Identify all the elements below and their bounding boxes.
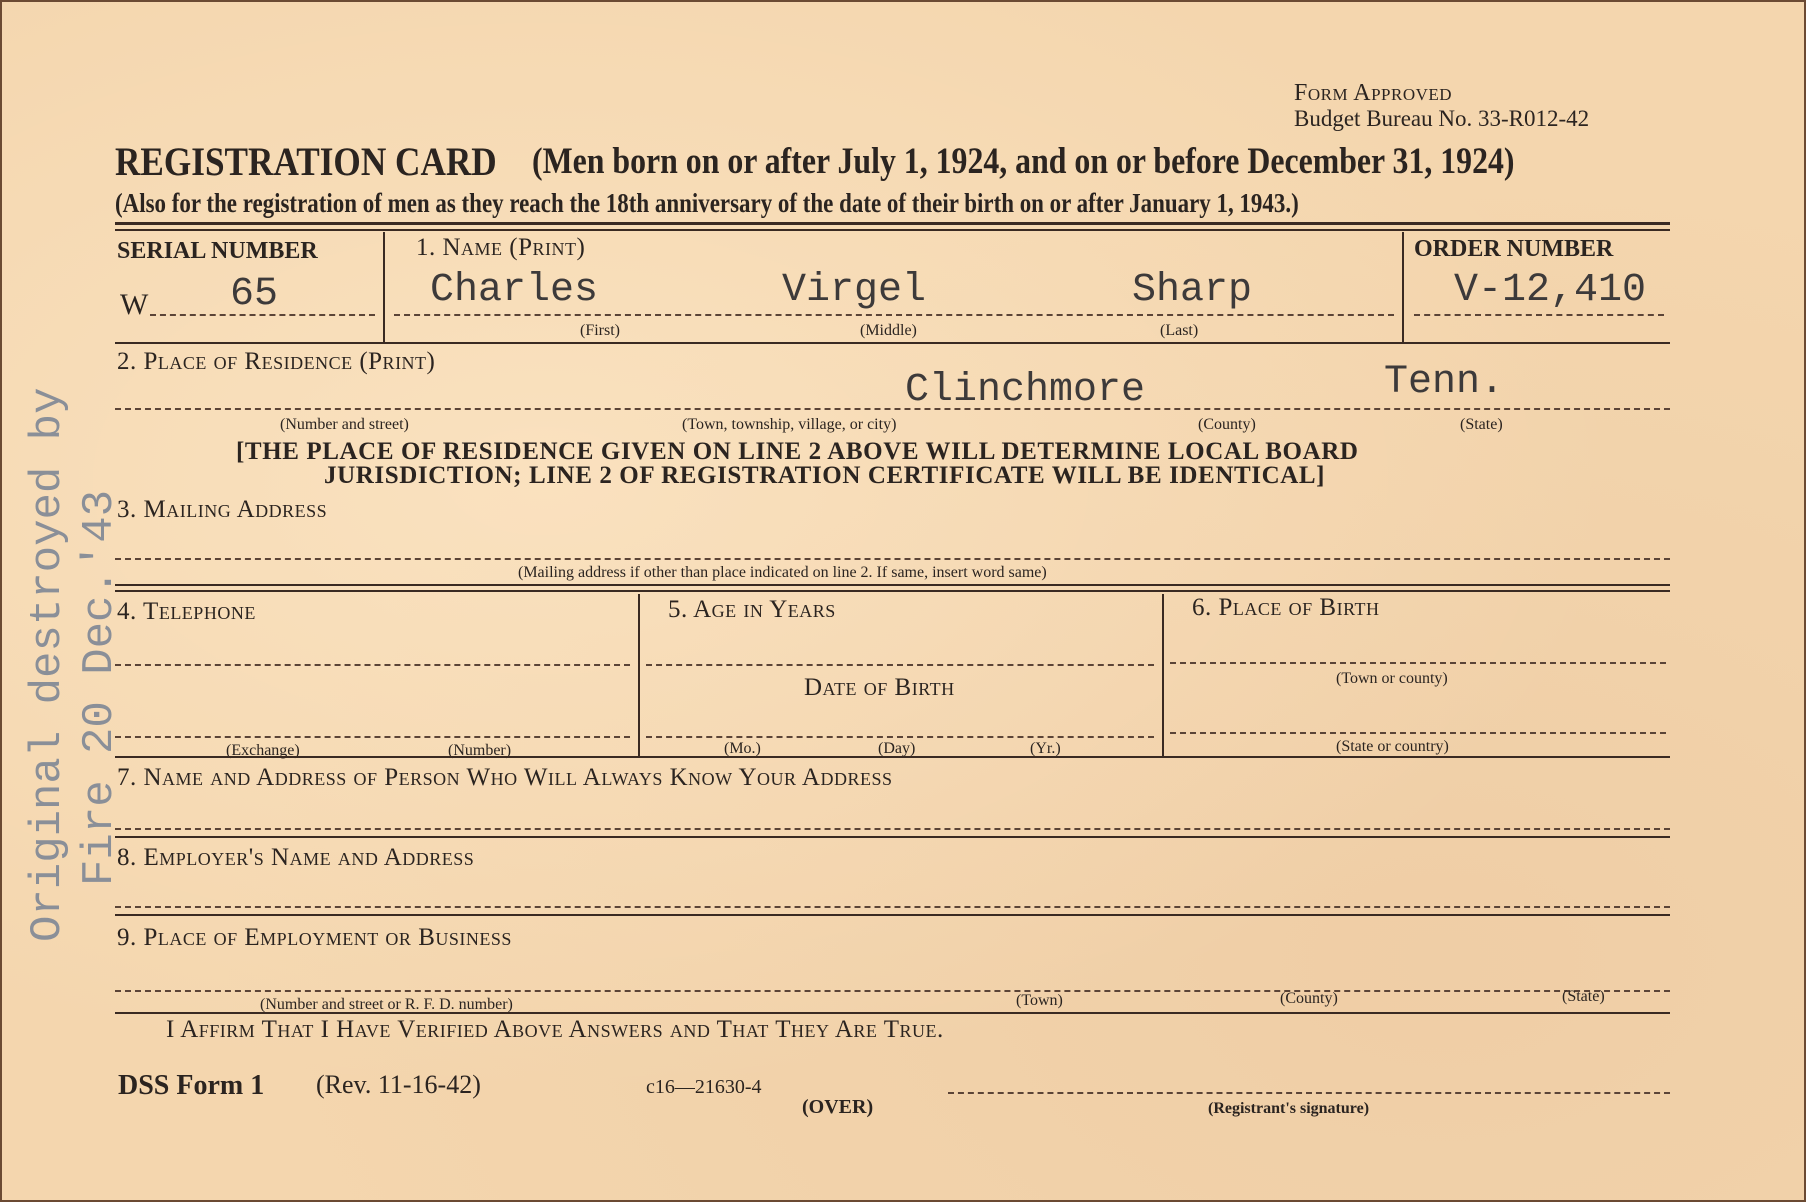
- first-label: (First): [580, 322, 620, 339]
- mailing-address-label: 3. Mailing Address: [117, 496, 328, 523]
- form-revision: (Rev. 11-16-42): [316, 1070, 481, 1099]
- telephone-line: [115, 664, 630, 666]
- town-label: (Town, township, village, or city): [682, 416, 897, 433]
- affirmation-text: I Affirm That I Have Verified Above Answers and That They Are True.: [166, 1016, 944, 1043]
- divider: [1402, 232, 1404, 344]
- name-label: 1. Name (Print): [416, 234, 586, 261]
- year-label: (Yr.): [1030, 740, 1061, 757]
- serial-number-value: 65: [230, 272, 279, 317]
- last-label: (Last): [1160, 322, 1199, 339]
- form-approved: Form Approved: [1294, 80, 1453, 106]
- serial-number-label: SERIAL NUMBER: [117, 238, 318, 264]
- residence-line: [115, 408, 1670, 410]
- birth-line: [1170, 662, 1666, 664]
- rule: [115, 584, 1670, 586]
- contact-person-label: 7. Name and Address of Person Who Will Always Know Your Address: [117, 764, 893, 791]
- contact-line: [115, 828, 1670, 830]
- employment-town-label: (Town): [1016, 992, 1063, 1009]
- age-label: 5. Age in Years: [668, 596, 836, 623]
- divider: [383, 232, 385, 344]
- employment-street-label: (Number and street or R. F. D. number): [260, 996, 513, 1013]
- month-label: (Mo.): [724, 740, 761, 757]
- employment-label: 9. Place of Employment or Business: [117, 924, 512, 951]
- middle-label: (Middle): [860, 322, 917, 339]
- place-of-birth-label: 6. Place of Birth: [1192, 594, 1380, 621]
- order-number-value: V-12,410: [1454, 268, 1647, 313]
- rule: [115, 756, 1670, 758]
- employment-county-label: (County): [1280, 990, 1338, 1007]
- middle-name-value: Virgel: [782, 268, 927, 313]
- number-label: (Number): [448, 742, 512, 759]
- rule: [115, 222, 1670, 225]
- mailing-line: [115, 558, 1670, 560]
- employment-state-label: (State): [1562, 988, 1605, 1005]
- residence-town-value: Clinchmore: [905, 368, 1146, 413]
- residence-label: 2. Place of Residence (Print): [117, 348, 436, 375]
- rule: [115, 342, 1670, 344]
- telephone-label: 4. Telephone: [117, 598, 256, 625]
- age-line: [646, 664, 1154, 666]
- divider: [1162, 594, 1164, 756]
- street-label: (Number and street): [280, 416, 409, 433]
- serial-prefix: W: [120, 288, 149, 321]
- rule: [115, 229, 1670, 231]
- rule: [115, 1012, 1670, 1014]
- form-number: DSS Form 1: [118, 1070, 265, 1101]
- rule: [115, 836, 1670, 838]
- day-label: (Day): [878, 740, 916, 757]
- telephone-line: [115, 736, 630, 738]
- employer-line: [115, 906, 1670, 908]
- over-note: (OVER): [802, 1096, 874, 1118]
- order-line: [1414, 314, 1664, 316]
- rule: [115, 590, 1670, 592]
- residence-state-value: Tenn.: [1384, 360, 1505, 405]
- exchange-label: (Exchange): [226, 742, 300, 759]
- name-line: [394, 314, 1394, 316]
- stamp-line-1: Original destroyed by: [23, 387, 73, 942]
- last-name-value: Sharp: [1132, 268, 1253, 313]
- divider: [638, 594, 640, 756]
- mailing-note: (Mailing address if other than place indicated on line 2. If same, insert word same): [518, 564, 1047, 581]
- print-code: c16—21630-4: [646, 1076, 762, 1098]
- form-title: REGISTRATION CARD: [115, 139, 497, 184]
- birth-town-label: (Town or county): [1336, 670, 1448, 687]
- employment-line: [115, 990, 1670, 992]
- date-of-birth-label: Date of Birth: [804, 674, 955, 701]
- dob-line: [646, 736, 1154, 738]
- form-eligibility-note: (Also for the registration of men as they reach the 18th anniversary of the date of their birth on or after January 1, 1943.): [115, 188, 1299, 218]
- residence-notice-line-2: JURISDICTION; LINE 2 OF REGISTRATION CERTIFICATE WILL BE IDENTICAL]: [324, 462, 1326, 489]
- rule: [115, 914, 1670, 916]
- birth-line: [1170, 732, 1666, 734]
- destroyed-stamp: [22, 388, 126, 943]
- employer-label: 8. Employer's Name and Address: [117, 844, 475, 871]
- county-label: (County): [1198, 416, 1256, 433]
- state-label: (State): [1460, 416, 1503, 433]
- budget-number: Budget Bureau No. 33-R012-42: [1294, 106, 1590, 131]
- stamp-line-2: Fire 20 Dec.'43: [75, 489, 125, 886]
- birth-state-label: (State or country): [1336, 738, 1449, 755]
- signature-line: [948, 1092, 1670, 1094]
- form-subtitle: (Men born on or after July 1, 1924, and on or before December 31, 1924): [532, 141, 1515, 182]
- residence-notice-line-1: [THE PLACE OF RESIDENCE GIVEN ON LINE 2 ABOVE WILL DETERMINE LOCAL BOARD: [236, 438, 1359, 465]
- order-number-label: ORDER NUMBER: [1414, 236, 1614, 262]
- first-name-value: Charles: [430, 268, 599, 313]
- signature-label: (Registrant's signature): [1208, 1100, 1370, 1117]
